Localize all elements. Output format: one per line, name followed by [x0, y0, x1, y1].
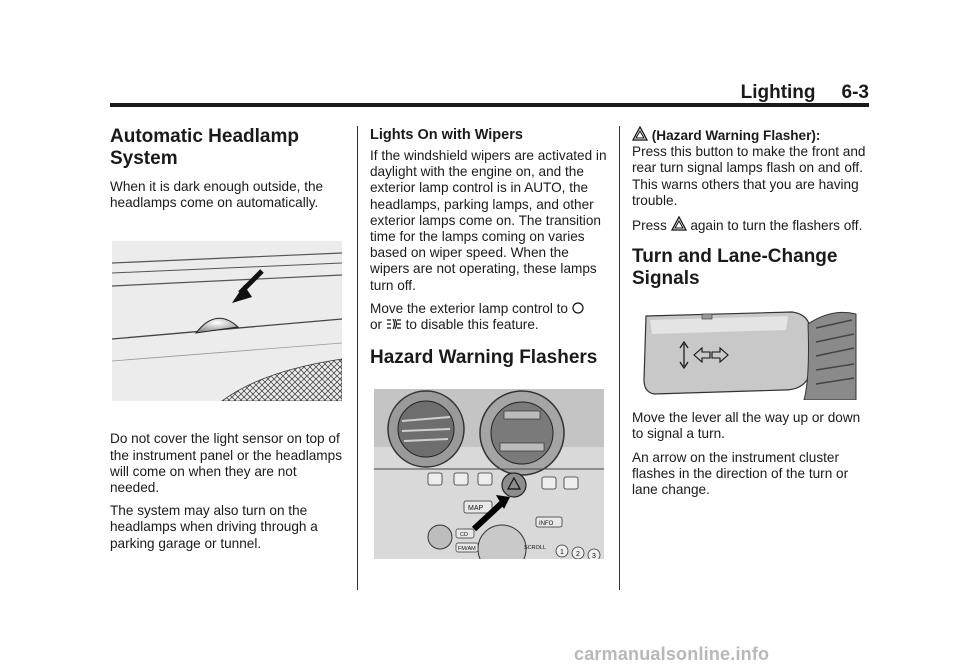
hazard-button-illustration	[374, 389, 604, 559]
paragraph: If the windshield wipers are activated in daylight with the engine on, and the exterior lamp control is in AUTO, the headlamps, parking lamps, and other exterior lamps come on. The transition time for the lamps coming on varies based on wiper speed. When the wipers are not operating, these lamps turn off.	[370, 148, 607, 293]
dashboard-drawing	[374, 389, 604, 559]
turn-signal-lever-illustration	[632, 308, 858, 400]
text: again to turn the flashers off.	[690, 218, 863, 234]
heading-automatic-headlamp: Automatic Headlamp System	[110, 126, 299, 169]
heading-turn-signals: Turn and Lane-Change Signals	[632, 246, 838, 290]
fmam-label: FM/AM	[458, 546, 476, 553]
page-header	[110, 82, 869, 104]
page-number: 6-3	[841, 82, 869, 103]
column-divider	[619, 126, 620, 590]
light-sensor-drawing	[112, 241, 342, 401]
text: Move the exterior lamp control to	[370, 300, 568, 316]
parking-lamp-icon	[386, 318, 402, 330]
paragraph	[632, 216, 870, 234]
paragraph	[370, 301, 608, 333]
paragraph: When it is dark enough outside, the headlamps come on automatically.	[110, 179, 324, 211]
hazard-label: (Hazard Warning Flasher):	[651, 128, 821, 143]
map-label: MAP	[468, 505, 484, 513]
section-title: Lighting	[740, 82, 816, 103]
info-label: INFO	[539, 521, 554, 528]
scroll-label: SCROLL	[524, 545, 547, 552]
preset-2: 2	[576, 551, 580, 559]
paragraph: The system may also turn on the headlamps when driving through a parking garage or tunnel.	[110, 503, 318, 551]
heading-hazard-warning-flashers: Hazard Warning Flashers	[370, 347, 598, 369]
running-head	[741, 82, 869, 104]
column-3	[632, 126, 870, 505]
text: or	[370, 317, 383, 333]
text: to disable this feature.	[405, 317, 539, 333]
header-rule	[110, 103, 869, 107]
hazard-triangle-icon	[671, 216, 687, 232]
column-1	[110, 126, 342, 559]
paragraph: An arrow on the instrument cluster flashes in the direction of the turn or lane change.	[632, 449, 849, 498]
cd-label: CD	[460, 532, 468, 539]
paragraph: Do not cover the light sensor on top of the instrument panel or the headlamps will come on when they are not needed.	[110, 431, 342, 496]
hazard-triangle-icon	[632, 126, 648, 142]
column-divider	[357, 126, 358, 590]
column-2	[370, 126, 608, 559]
watermark: carmanualsonline.info	[574, 644, 770, 664]
preset-3: 3	[592, 553, 596, 560]
preset-1: 1	[560, 549, 564, 557]
text: Press this button to make the front and rear turn signal lamps flash on and off. This warns others that you are having trouble.	[632, 144, 866, 208]
paragraph: Move the lever all the way up or down to signal a turn.	[632, 410, 861, 442]
text: Press	[632, 218, 667, 234]
off-circle-icon	[572, 302, 584, 314]
heading-lights-on-with-wipers: Lights On with Wipers	[370, 127, 523, 143]
paragraph	[632, 126, 870, 209]
lever-drawing	[632, 308, 858, 400]
light-sensor-illustration	[112, 241, 342, 401]
